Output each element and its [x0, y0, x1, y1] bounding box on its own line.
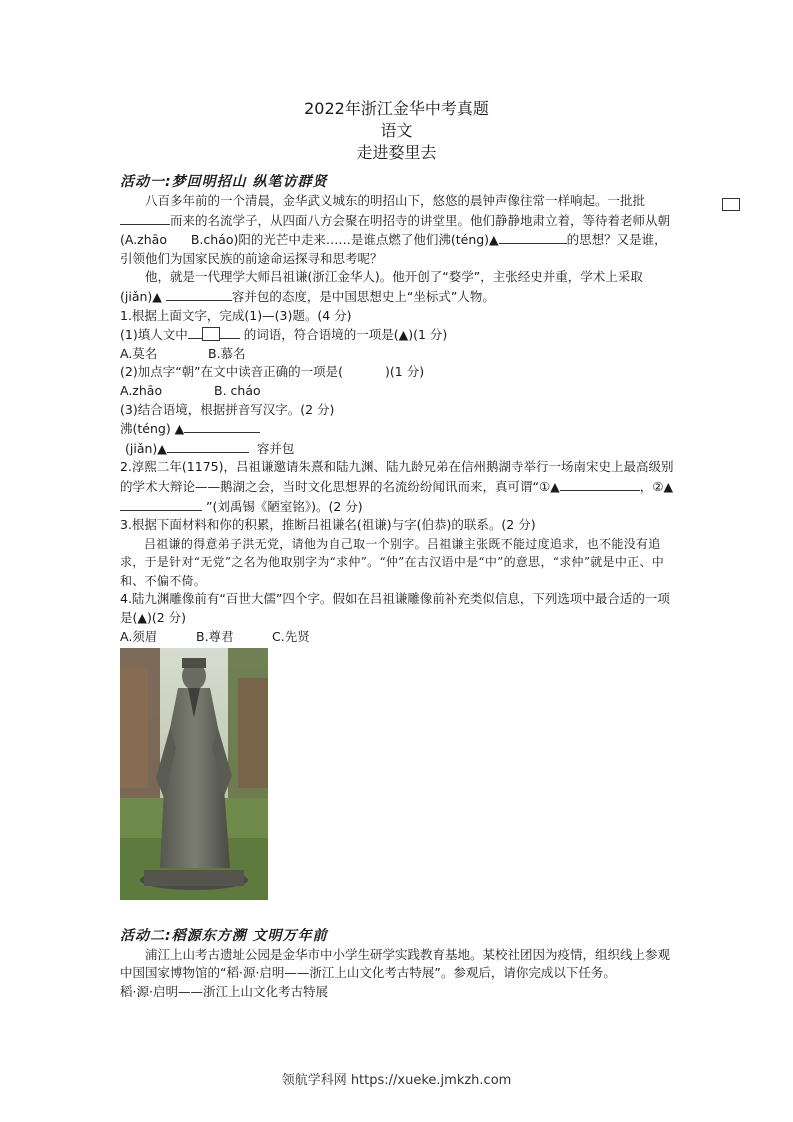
question-1-3-line-1: [120, 419, 676, 439]
passage-paragraph-1: [120, 192, 676, 268]
option-b: B. cháo: [214, 382, 261, 398]
question-4: 4.陆九渊雕像前有“百世大儒”四个字。假如在吕祖谦雕像前补充类似信息，下列选项中最合适的一项是(▲)(2 分): [120, 591, 670, 626]
answer-blank: [166, 287, 232, 301]
text-span: (2)加点字“朝”在文中读音正确的一项是(: [120, 364, 344, 380]
text-span: 的思想？又是谁，引领他们为国家民族的前途命运探寻和思考呢？: [120, 232, 667, 266]
option-b: B.尊君: [196, 628, 234, 644]
activity2-heading: 活动二:稻源东方溯 文明万年前: [120, 927, 328, 944]
activity2-paragraph: 浦江上山考古遗址公园是金华市中小学生研学实践教育基地。某校社团因为疫情，组织线上参观中国国家博物馆的“稻·源·启明——浙江上山文化考古特展”。参观后，请你完成以下任务。: [120, 946, 671, 981]
question-3-material: 吕祖谦的得意弟子洪无党，请他为自己取一个别字。吕祖谦主张既不能过度追求，也不能没有追求，于是针对“无党”之名为他取别字为“求仲”。“仲”在古汉语中是“中”的意思，“求仲”就是中正、中和、不偏不倚。: [120, 536, 665, 588]
question-2: [120, 458, 676, 516]
exam-title: 2022年浙江金华中考真题: [304, 99, 489, 118]
passage-paragraph-2: [120, 268, 676, 306]
text-span: 他，就是一代理学大师吕祖谦(浙江金华人)。他开创了“婺学”，主张经史并重，学术上采取(jiǎn)▲: [120, 269, 643, 304]
answer-blank: [188, 325, 202, 339]
subject-title: 语文: [380, 121, 413, 140]
text-span: ，②▲: [639, 478, 674, 494]
question-3: 3.根据下面材料和你的积累，推断吕祖谦名(祖谦)与字(伯恭)的联系。(2 分): [120, 517, 536, 533]
text-span: 而来的名流学子，从四面八方会聚在明招寺的讲堂里。他们静静地肃立着，等待着老师从朝(A.zhāo: [120, 212, 671, 248]
activity1-heading: 活动一:梦回明招山 纵笔访群贤: [120, 174, 328, 190]
answer-box: [202, 327, 220, 341]
question-1: 1.根据上面文字，完成(1)—(3)题。(4 分): [120, 307, 352, 323]
text-span: ”(刘禹锡《陋室铭》)。(2 分): [205, 498, 363, 514]
footer-watermark: 领航学科网 https://xueke.jmkzh.com: [281, 1073, 512, 1088]
corner-box: [722, 198, 740, 211]
exhibit-title: 稻·源·启明——浙江上山文化考古特展: [120, 984, 328, 1000]
option-a: A.莫名: [120, 345, 158, 361]
text-span: 沸(téng) ▲: [120, 421, 185, 437]
option-b: B.慕名: [208, 345, 246, 361]
answer-blank: [499, 230, 567, 244]
text-span: )(1 分): [385, 364, 425, 380]
answer-blank: [120, 497, 202, 511]
option-c: C.先贤: [272, 628, 310, 644]
text-span: B.cháo)阳的光芒中走来……是谁点燃了他们沸(téng)▲: [190, 232, 499, 248]
text-span: 容并包: [256, 440, 295, 456]
answer-blank: [184, 419, 260, 433]
question-1-1: [120, 325, 676, 345]
text-span: (jiǎn)▲: [125, 440, 167, 456]
question-1-3: (3)结合语境，根据拼音写汉字。(2 分): [120, 401, 335, 417]
title-block: [0, 98, 793, 164]
text-span: 2.淳熙二年(1175)，吕祖谦邀请朱熹和陆九渊、陆九龄兄弟在信州鹅湖寺举行一场南宋史上最高级别的学术大辩论——鹅湖之会，当时文化思想界的名流纷纷闻讯而来，真可谓“①▲: [120, 459, 674, 494]
answer-blank: [120, 211, 170, 225]
answer-blank: [167, 439, 249, 453]
text-span: 容并包的态度，是中国思想史上“坐标式”人物。: [231, 288, 495, 304]
section-title: 走进婺里去: [356, 143, 437, 162]
answer-blank: [560, 477, 640, 491]
text-span: 的词语，符合语境的一项是(▲)(1 分): [243, 327, 448, 343]
question-4-options: [120, 628, 676, 647]
statue-photo: [120, 648, 268, 900]
question-1-2-options: [120, 382, 676, 401]
option-a: A.须眉: [120, 628, 158, 644]
text-span: (1)填人文中: [120, 327, 188, 343]
answer-blank: [220, 325, 240, 339]
question-1-2: [120, 363, 676, 382]
question-1-3-line-2: [120, 439, 676, 459]
question-1-1-options: [120, 345, 676, 364]
option-a: A.zhāo: [120, 382, 163, 398]
exam-content: [120, 172, 676, 1002]
text-span: 八百多年前的一个清晨，金华武义城东的明招山下，悠悠的晨钟声像往常一样响起。一批批: [145, 193, 646, 208]
